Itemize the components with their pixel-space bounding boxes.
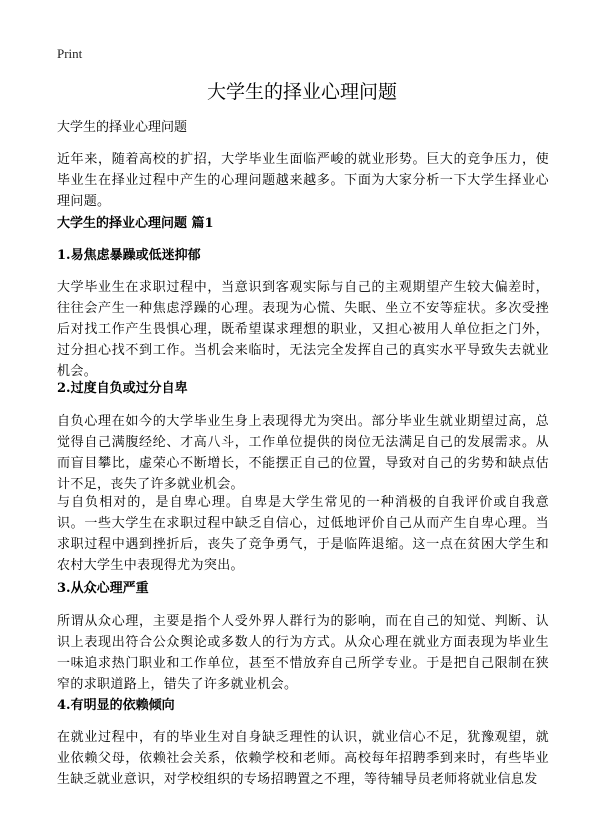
section-heading-1: 1.易焦虑暴躁或低迷抑郁: [57, 248, 201, 263]
article-subtitle: 大学生的择业心理问题: [57, 120, 188, 135]
page-title: 大学生的择业心理问题: [206, 81, 397, 103]
section-4-paragraph-1: 在就业过程中，有的毕业生对自身缺乏理性的认识，就业信心不足，犹豫观望，就业依赖父母，依赖社会关系，依赖学校和老师。高校每年招聘季到来时，有些毕业生缺乏就业意识，对学校组织的专场招聘置之不理，等待辅导员老师将就业信息发: [57, 730, 549, 787]
section-heading-3: 3.从众心理严重: [57, 581, 149, 596]
section-2-paragraph-2: 与自负相对的，是自卑心理。自卑是大学生常见的一种消极的自我评价或自我意识。一些大学生在求职过程中缺乏自信心，过低地评价自己从而产生自卑心理。当求职过程中遇到挫折后，丧失了竞争勇气，于是临阵退缩。这一点在贫困大学生和农村大学生中表现得尤为突出。: [57, 495, 549, 573]
section-1-paragraph-1: 大学毕业生在求职过程中，当意识到客观实际与自己的主观期望产生较大偏差时，往往会产生一种焦虑浮躁的心理。表现为心慌、失眠、坐立不安等症状。多次受挫后对找工作产生畏惧心理，既希望谋求理想的职业，又担心被用人单位拒之门外，过分担心找不到工作。当机会来临时，无法完全发挥自己的真实水平导致失去就业机会。: [57, 280, 549, 379]
section-3-paragraph-1: 所谓从众心理，主要是指个人受外界人群行为的影响，而在自己的知觉、判断、认识上表现出符合公众舆论或多数人的行为方式。从众心理在就业方面表现为毕业生一味追求热门职业和工作单位，甚至不惜放弃自己所学专业。于是把自己限制在狭窄的求职道路上，错失了许多就业机会。: [57, 614, 549, 692]
section-heading-2: 2.过度自负或过分自卑: [57, 381, 188, 396]
intro-paragraph: 近年来，随着高校的扩招，大学毕业生面临严峻的就业形势。巨大的竞争压力，使毕业生在择业过程中产生的心理问题越来越多。下面为大家分析一下大学生择业心理问题。: [57, 152, 549, 209]
section-2-paragraph-1: 自负心理在如今的大学毕业生身上表现得尤为突出。部分毕业生就业期望过高，总觉得自己满腹经纶、才高八斗，工作单位提供的岗位无法满足自己的发展需求。从而盲目攀比，虚荣心不断增长，不能摆正自己的位置，导致对自己的劣势和缺点估计不足，丧失了许多就业机会。: [57, 414, 549, 492]
print-link[interactable]: Print: [57, 46, 83, 61]
part-heading: 大学生的择业心理问题 篇1: [57, 216, 214, 231]
section-heading-4: 4.有明显的依赖倾向: [57, 698, 175, 713]
